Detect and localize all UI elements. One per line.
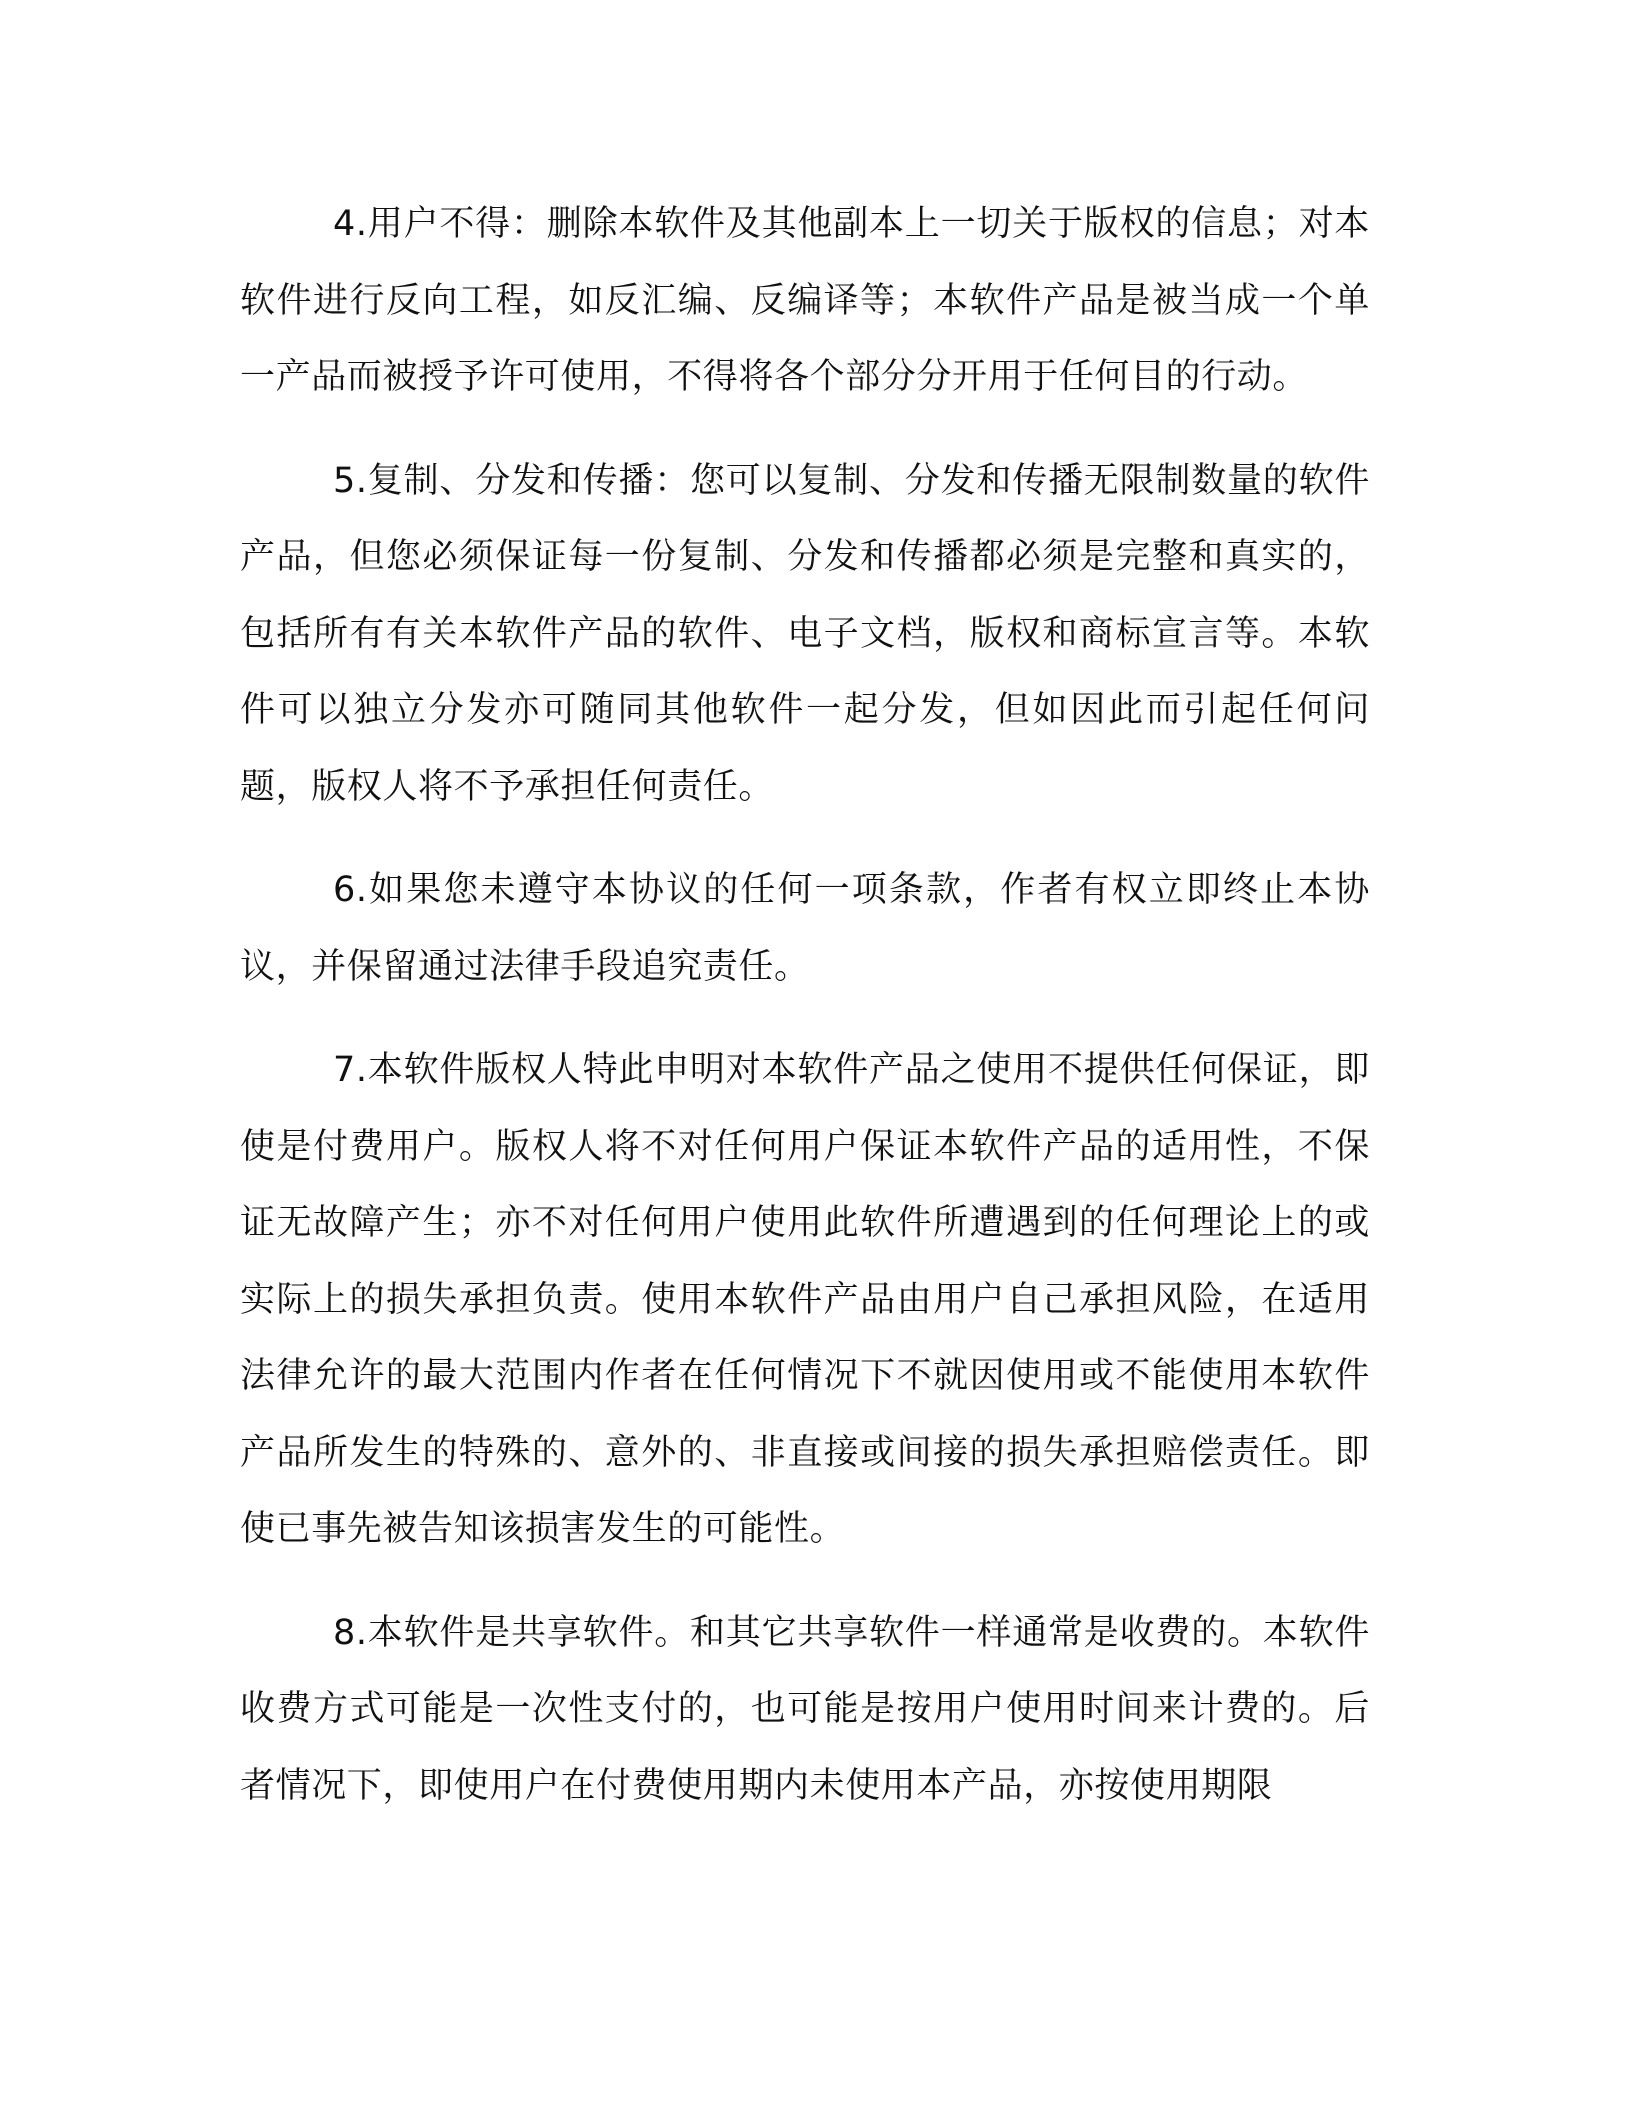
paragraph-clause-5: 5.复制、分发和传播：您可以复制、分发和传播无限制数量的软件产品，但您必须保证每一份复制、分发和传播都必须是完整和真实的，包括所有有关本软件产品的软件、电子文档，版权和商标宣言等。本软件可以独立分发亦可随同其他软件一起分发，但如因此而引起任何问题，版权人将不予承担任何责任。 xyxy=(240,460,1370,807)
paragraph-clause-7: 7.本软件版权人特此申明对本软件产品之使用不提供任何保证，即使是付费用户。版权人将不对任何用户保证本软件产品的适用性，不保证无故障产生；亦不对任何用户使用此软件所遭遇到的任何理论上的或实际上的损失承担负责。使用本软件产品由用户自己承担风险，在适用法律允许的最大范围内作者在任何情况下不就因使用或不能使用本软件产品所发生的特殊的、意外的、非直接或间接的损失承担赔偿责任。即使已事先被告知该损害发生的可能性。 xyxy=(240,1050,1370,1549)
paragraph-clause-4: 4.用户不得：删除本软件及其他副本上一切关于版权的信息；对本软件进行反向工程，如反汇编、反编译等；本软件产品是被当成一个单一产品而被授予许可使用，不得将各个部分分开用于任何目的行动。 xyxy=(240,204,1370,397)
document-body xyxy=(240,186,1370,1824)
paragraph-clause-6: 6.如果您未遵守本协议的任何一项条款，作者有权立即终止本协议，并保留通过法律手段追究责任。 xyxy=(240,870,1370,987)
paragraph-clause-8: 8.本软件是共享软件。和其它共享软件一样通常是收费的。本软件收费方式可能是一次性支付的，也可能是按用户使用时间来计费的。后者情况下，即使用户在付费使用期内未使用本产品，亦按使用期限 xyxy=(240,1612,1370,1806)
